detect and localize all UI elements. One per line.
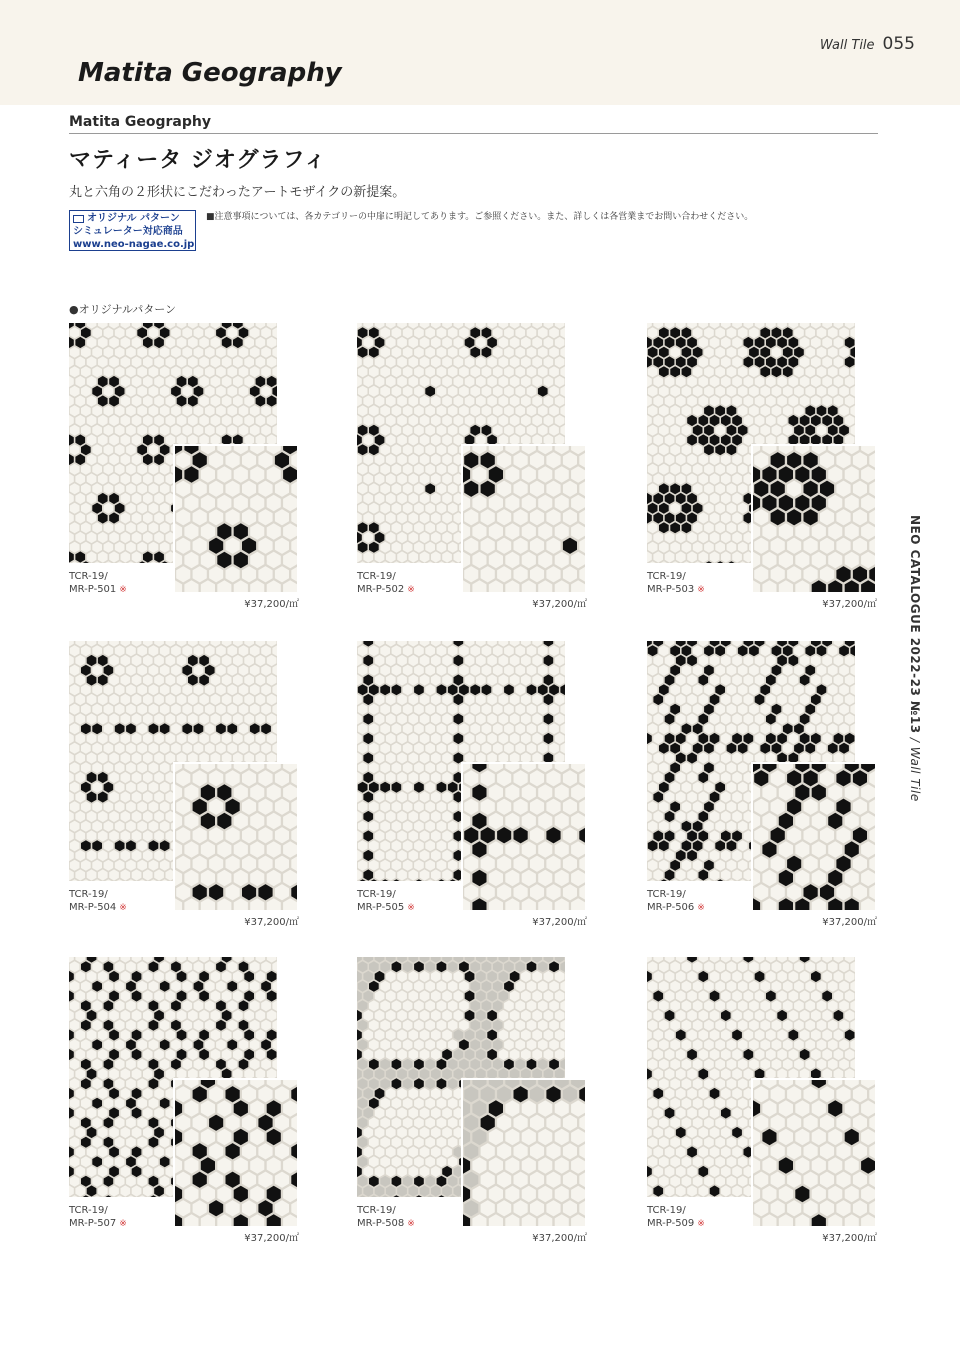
product-code-line2 (647, 901, 705, 915)
simulator-badge[interactable] (69, 210, 196, 251)
product-price: ¥37,200/㎡ (822, 917, 877, 928)
side-catalogue-title: NEO CATALOGUE 2022-23 №13 (908, 515, 922, 734)
asterisk-mark-icon: ※ (407, 903, 415, 913)
product-code-line1: TCR-19/ (647, 889, 686, 900)
product-model-number: MR-P-502 (357, 584, 405, 595)
product-code-line1: TCR-19/ (69, 1205, 108, 1216)
product-card[interactable] (69, 957, 309, 1257)
divider (69, 133, 878, 134)
tile-closeup-image (461, 444, 585, 592)
asterisk-mark-icon: ※ (697, 585, 705, 595)
product-model-number: MR-P-507 (69, 1218, 117, 1229)
product-code (647, 888, 705, 915)
product-code-line2 (647, 1217, 705, 1231)
product-code-line2 (647, 583, 705, 597)
side-section: / Wall Tile (908, 733, 922, 802)
product-code (69, 570, 127, 597)
product-card[interactable] (69, 641, 309, 941)
original-pattern-label: ●オリジナルパターン (69, 303, 177, 316)
mosaic-tile-svg (753, 1080, 875, 1226)
product-code-line2 (357, 1217, 415, 1231)
product-code-line1: TCR-19/ (357, 1205, 396, 1216)
tile-closeup-image (173, 762, 297, 910)
product-model-number: MR-P-506 (647, 902, 695, 913)
asterisk-mark-icon: ※ (407, 585, 415, 595)
series-title: Matita Geography (78, 58, 342, 88)
tile-closeup-image (461, 1078, 585, 1226)
product-card[interactable] (357, 641, 597, 941)
product-code (357, 570, 415, 597)
mosaic-tile-svg (463, 764, 585, 910)
product-price: ¥37,200/㎡ (244, 917, 299, 928)
product-code-line1: TCR-19/ (647, 1205, 686, 1216)
product-price: ¥37,200/㎡ (244, 599, 299, 610)
product-model-number: MR-P-501 (69, 584, 117, 595)
product-model-number: MR-P-508 (357, 1218, 405, 1229)
monitor-icon (73, 215, 84, 223)
mosaic-tile-svg (175, 764, 297, 910)
product-code-line1: TCR-19/ (357, 889, 396, 900)
product-code (357, 1204, 415, 1231)
mosaic-tile-svg (463, 1080, 585, 1226)
product-card[interactable] (357, 957, 597, 1257)
japanese-title: マティータ ジオグラフィ (69, 148, 327, 173)
product-card[interactable] (357, 323, 597, 623)
product-code-line2 (69, 1217, 127, 1231)
product-price: ¥37,200/㎡ (244, 1233, 299, 1244)
badge-url[interactable]: www.neo-nagae.co.jp (73, 239, 195, 250)
product-code-line2 (357, 901, 415, 915)
asterisk-mark-icon: ※ (697, 903, 705, 913)
series-subhead: Matita Geography (69, 114, 211, 130)
product-code-line2 (69, 583, 127, 597)
product-price: ¥37,200/㎡ (822, 1233, 877, 1244)
page-number: 055 (882, 34, 915, 54)
product-price: ¥37,200/㎡ (532, 1233, 587, 1244)
product-code (647, 570, 705, 597)
product-code (647, 1204, 705, 1231)
side-catalogue-label (906, 515, 928, 802)
product-price: ¥37,200/㎡ (532, 917, 587, 928)
tile-closeup-image (751, 444, 875, 592)
product-code-line1: TCR-19/ (357, 571, 396, 582)
mosaic-tile-svg (753, 764, 875, 910)
mosaic-tile-svg (175, 446, 297, 592)
mosaic-tile-svg (175, 1080, 297, 1226)
asterisk-mark-icon: ※ (407, 1219, 415, 1229)
product-code-line1: TCR-19/ (69, 571, 108, 582)
mosaic-tile-svg (753, 446, 875, 592)
product-model-number: MR-P-504 (69, 902, 117, 913)
product-card[interactable] (69, 323, 309, 623)
tile-closeup-image (751, 762, 875, 910)
product-price: ¥37,200/㎡ (822, 599, 877, 610)
tile-closeup-image (461, 762, 585, 910)
product-model-number: MR-P-509 (647, 1218, 695, 1229)
notice-text: ■注意事項については、各カテゴリーの中扉に明記してあります。ご参照ください。また、詳しくは各営業までお問い合わせください。 (206, 212, 754, 222)
section-label: Wall Tile (819, 38, 875, 53)
asterisk-mark-icon: ※ (119, 903, 127, 913)
badge-line1: オリジナル パターン (87, 213, 180, 224)
header-band (0, 0, 960, 105)
product-price: ¥37,200/㎡ (532, 599, 587, 610)
tile-closeup-image (751, 1078, 875, 1226)
product-card[interactable] (647, 957, 887, 1257)
page-reference (820, 34, 915, 54)
product-code (357, 888, 415, 915)
tile-closeup-image (173, 444, 297, 592)
product-code (69, 1204, 127, 1231)
product-model-number: MR-P-505 (357, 902, 405, 913)
mosaic-tile-svg (463, 446, 585, 592)
product-card[interactable] (647, 323, 887, 623)
product-card[interactable] (647, 641, 887, 941)
product-code (69, 888, 127, 915)
product-model-number: MR-P-503 (647, 584, 695, 595)
description: 丸と六角の２形状にこだわったアートモザイクの新提案。 (69, 185, 406, 200)
product-code-line1: TCR-19/ (69, 889, 108, 900)
asterisk-mark-icon: ※ (119, 1219, 127, 1229)
asterisk-mark-icon: ※ (697, 1219, 705, 1229)
product-code-line2 (357, 583, 415, 597)
tile-closeup-image (173, 1078, 297, 1226)
asterisk-mark-icon: ※ (119, 585, 127, 595)
product-code-line1: TCR-19/ (647, 571, 686, 582)
product-code-line2 (69, 901, 127, 915)
badge-line2: シミュレーター対応商品 (73, 226, 183, 237)
